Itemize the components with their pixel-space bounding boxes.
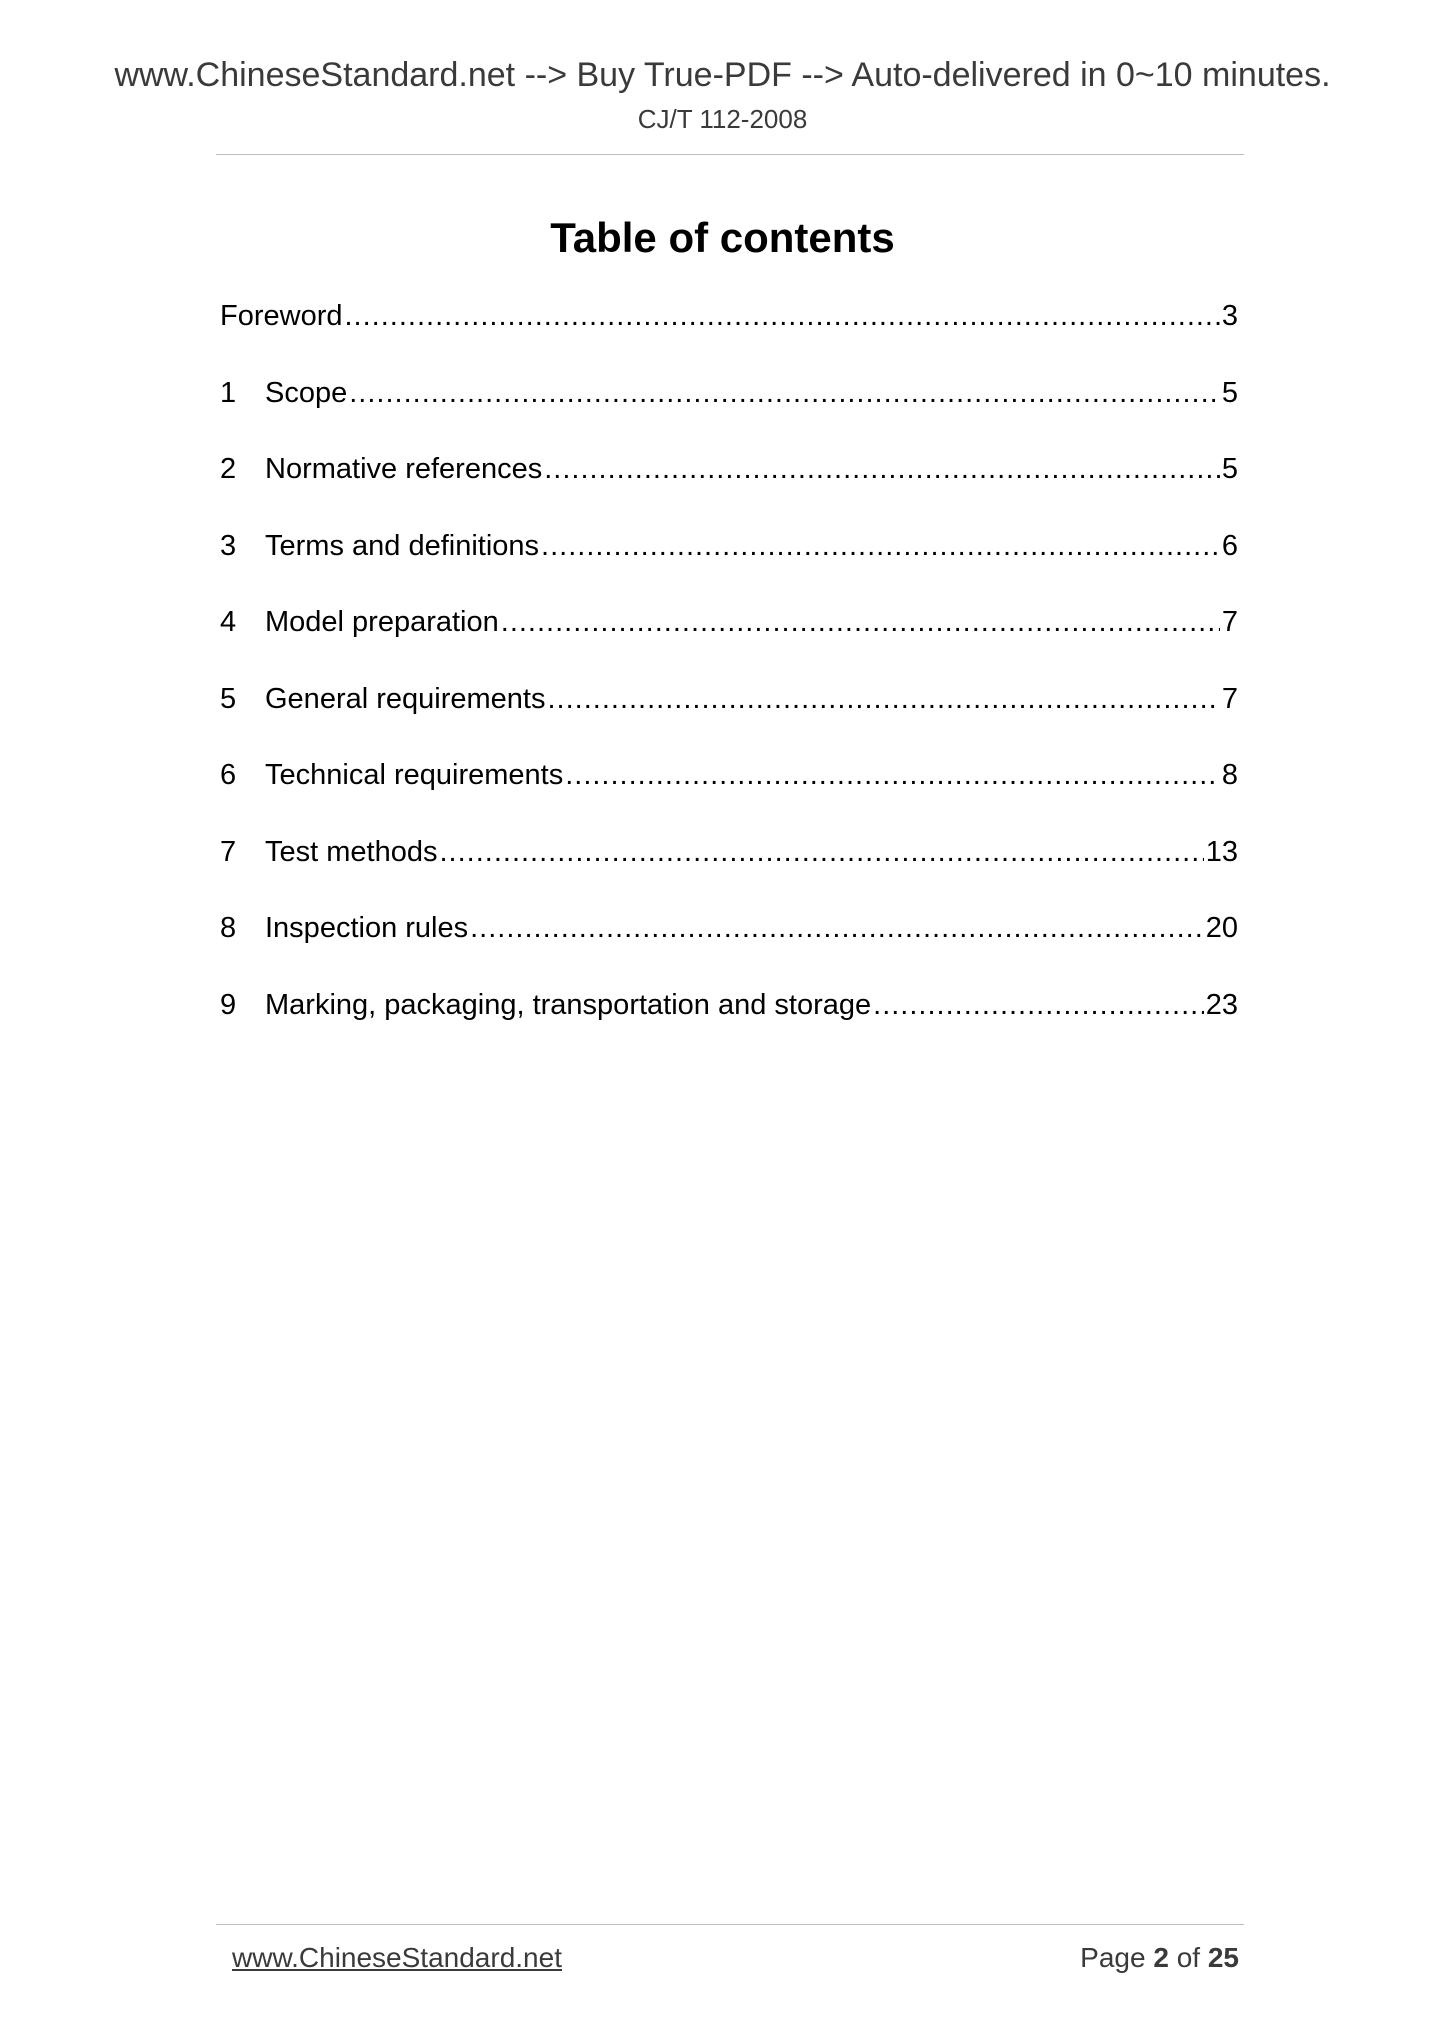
toc-entry-page: 5 [1221, 376, 1238, 409]
toc-leader-dots [873, 985, 1204, 1025]
toc-entry-label: Foreword [220, 300, 343, 332]
toc-entry-marking-packaging[interactable] [220, 985, 1238, 1062]
footer-divider [216, 1924, 1244, 1925]
toc-entry-page: 3 [1221, 300, 1238, 332]
toc-entry-number: 9 [220, 988, 237, 1021]
toc-entry-label: Technical requirements [265, 759, 564, 791]
page-of: of [1176, 1942, 1201, 1973]
toc-entry-inspection-rules[interactable] [220, 908, 1238, 985]
toc-leader-dots [349, 373, 1220, 413]
footer-website-link[interactable]: www.ChineseStandard.net [232, 1942, 562, 1973]
toc-entry-foreword[interactable] [220, 296, 1238, 373]
toc-leader-dots [439, 832, 1203, 872]
toc-entry-label: Model preparation [265, 606, 499, 638]
toc-leader-dots [501, 602, 1220, 642]
page-prefix: Page [1080, 1942, 1146, 1973]
page-current: 2 [1153, 1942, 1169, 1973]
toc-entry-page: 7 [1221, 682, 1238, 715]
toc-entry-number: 8 [220, 912, 237, 944]
page-total: 25 [1207, 1942, 1239, 1973]
toc-entry-label: Marking, packaging, transportation and storage [265, 988, 872, 1021]
toc-entry-model-preparation[interactable] [220, 602, 1238, 679]
toc-entry-page: 8 [1221, 759, 1238, 791]
toc-leader-dots [470, 908, 1204, 948]
toc-entry-terms-and-definitions[interactable] [220, 526, 1238, 603]
toc-entry-test-methods[interactable] [220, 832, 1238, 909]
standard-code: CJ/T 112-2008 [637, 104, 808, 134]
toc-entry-technical-requirements[interactable] [220, 755, 1238, 832]
toc-entry-label: Terms and definitions [265, 529, 540, 562]
header-divider [216, 154, 1244, 155]
toc-entry-normative-references[interactable] [220, 449, 1238, 526]
toc-leader-dots [544, 449, 1220, 489]
toc-entry-general-requirements[interactable] [220, 679, 1238, 756]
toc-entry-page: 20 [1205, 912, 1238, 944]
toc-leader-dots [541, 526, 1220, 566]
toc-entry-number: 5 [220, 682, 237, 715]
table-of-contents [220, 296, 1238, 1061]
toc-entry-scope[interactable] [220, 373, 1238, 450]
page-number [1080, 1942, 1239, 1974]
toc-entry-label: Inspection rules [265, 912, 469, 944]
toc-entry-number: 7 [220, 835, 237, 868]
toc-entry-page: 23 [1205, 988, 1238, 1021]
toc-leader-dots [547, 679, 1219, 719]
toc-entry-number: 3 [220, 529, 237, 562]
toc-entry-label: Scope [265, 376, 348, 409]
toc-title: Table of contents [550, 214, 895, 261]
toc-leader-dots [345, 296, 1220, 336]
toc-entry-page: 13 [1205, 835, 1238, 868]
toc-entry-page: 5 [1221, 453, 1238, 485]
toc-entry-page: 7 [1221, 606, 1238, 638]
toc-entry-page: 6 [1221, 529, 1238, 562]
toc-entry-number: 6 [220, 759, 237, 791]
toc-entry-number: 1 [220, 376, 237, 409]
toc-entry-label: General requirements [265, 682, 546, 715]
toc-entry-number: 4 [220, 606, 237, 638]
toc-entry-number: 2 [220, 453, 237, 485]
toc-leader-dots [565, 755, 1220, 795]
toc-entry-label: Normative references [265, 453, 543, 485]
header-banner: www.ChineseStandard.net --> Buy True-PDF --> Auto-delivered in 0~10 minutes. [114, 56, 1331, 94]
toc-entry-label: Test methods [265, 835, 438, 868]
